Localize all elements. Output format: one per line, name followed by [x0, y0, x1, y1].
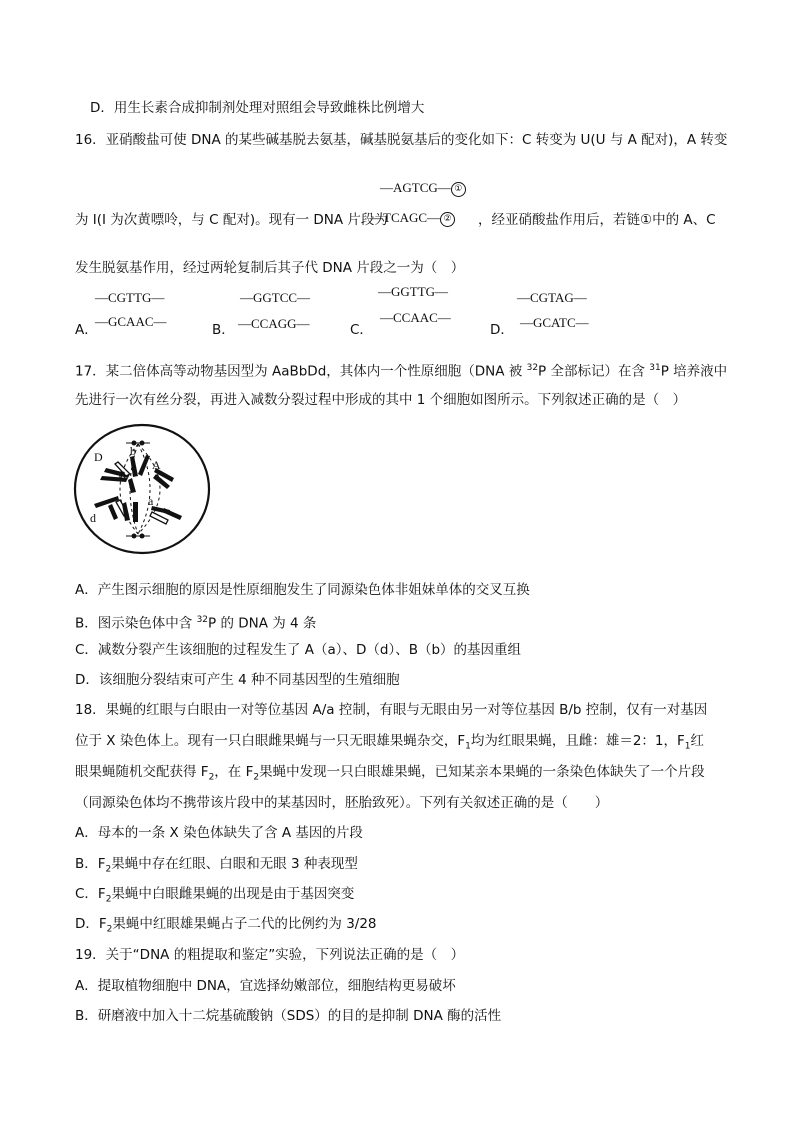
label-A: A [152, 458, 161, 472]
q16-option-b-top: —GGTCC— [240, 290, 311, 305]
q16-strand-1 [380, 180, 466, 197]
q18-option-b-post: 果蝇中存在红眼、白眼和无眼 3 种表现型 [111, 856, 358, 872]
q18-option-d-sub: 2 [106, 924, 113, 935]
q18-line3 [75, 762, 705, 788]
q18-line1: 18．果蝇的红眼与白眼由一对等位基因 A/a 控制，有眼与无眼由另一对等位基因 B/b 控制，仅有一对基因 [75, 702, 708, 718]
q18-option-a[interactable]: A．母本的一条 X 染色体缺失了含 A 基因的片段 [75, 825, 363, 841]
q17-stem-line1-a: 17．某二倍体高等动物基因型为 AaBbDd，其体内一个性原细胞（DNA 被 [75, 363, 527, 380]
q17-option-b-pre: B．图示染色体中含 [75, 615, 197, 632]
q17-option-d[interactable]: D．该细胞分裂结束可产生 4 种不同基因型的生殖细胞 [75, 672, 400, 688]
label-a: a [148, 494, 154, 508]
q19-option-a[interactable]: A．提取植物细胞中 DNA，宜选择幼嫩部位，细胞结构更易破坏 [75, 978, 456, 994]
q18-line3-sub2: 2 [253, 772, 260, 783]
q16-strand-2-seq: —TCAGC— [370, 210, 441, 225]
q16-stem-line3: 发生脱氨基作用，经过两轮复制后其子代 DNA 片段之一为（ ） [75, 260, 465, 276]
q18-option-d-post: 果蝇中红眼雄果蝇占子二代的比例约为 3/28 [112, 916, 377, 932]
label-b: b [130, 444, 136, 458]
q17-option-a[interactable]: A．产生图示细胞的原因是性原细胞发生了同源染色体非姐妹单体的交叉互换 [75, 582, 530, 598]
q18-option-c[interactable] [75, 884, 354, 910]
label-B: B [118, 468, 127, 482]
q17-stem-line1-c: P 培养液中 [660, 363, 728, 380]
q16-stem-line2a: 为 I(I 为次黄嘌呤，与 C 配对)。现有一 DNA 片段为 [75, 212, 388, 228]
chromosomes-upper [100, 455, 174, 493]
centrosome-bottom [126, 534, 150, 539]
q16-strand-1-mark: ① [451, 182, 466, 197]
q17-option-b-post: P 的 DNA 为 4 条 [208, 615, 317, 632]
q17-sup-31: 31 [649, 363, 661, 373]
q16-option-b-bottom: —CCAGG— [238, 316, 310, 331]
q18-option-b-sub: 2 [105, 864, 112, 875]
q18-line3-sub: 2 [208, 772, 215, 783]
q18-option-d-pre: D．F [75, 916, 107, 932]
q18-line2-post: 红 [690, 733, 705, 749]
q18-option-c-pre: C．F [75, 886, 106, 902]
q16-option-a-label: A． [75, 322, 98, 338]
q18-option-d[interactable] [75, 914, 377, 940]
q17-stem-line2: 先进行一次有丝分裂，再进入减数分裂过程中形成的其中 1 个细胞如图所示。下列叙述正确的是（ ） [75, 392, 687, 408]
label-d: d [90, 511, 96, 525]
q16-option-d-bottom: —GCATC— [520, 315, 589, 330]
q18-option-c-sub: 2 [105, 894, 112, 905]
q18-line2 [75, 731, 704, 757]
q16-option-b-label: B． [212, 322, 235, 338]
q18-line2-sub: 1 [465, 741, 471, 752]
q16-strand-2-mark: ② [440, 212, 455, 227]
label-D: D [94, 450, 103, 464]
q17-option-b-sup: 32 [196, 615, 209, 625]
q18-line3-mid: ，在 F [214, 764, 254, 780]
q16-strand-1-seq: —AGTCG— [380, 180, 451, 195]
q17-stem-line1 [75, 358, 727, 382]
q16-option-d-label: D． [490, 322, 514, 338]
q18-line4: （同源染色体均不携带该片段中的某基因时，胚胎致死）。下列有关叙述正确的是（ ） [75, 795, 609, 811]
q18-option-b[interactable] [75, 854, 358, 880]
q19-stem: 19．关于“DNA 的粗提取和鉴定”实验，下列说法正确的是（ ） [75, 947, 465, 963]
q18-line2-sub2: 1 [684, 741, 691, 752]
q16-stem-line2 [75, 210, 388, 230]
q18-line2-pre: 位于 X 染色体上。现有一只白眼雌果蝇与一只无眼雄果蝇杂交，F [75, 733, 466, 749]
q16-option-a-top: —CGTTG— [95, 290, 165, 305]
q17-option-b[interactable] [75, 610, 316, 634]
q18-option-b-pre: B．F [75, 856, 106, 872]
q18-option-c-post: 果蝇中白眼雌果蝇的出现是由于基因突变 [111, 886, 355, 902]
q16-option-c-label: C． [350, 322, 373, 338]
q17-cell-figure [72, 422, 212, 556]
q17-sup-32: 32 [526, 363, 539, 373]
q17-stem-line1-b: P 全部标记）在含 [538, 363, 650, 380]
q16-stem-line1: 16．亚硝酸盐可使 DNA 的某些碱基脱去氨基，碱基脱氨基后的变化如下：C 转变为 U(U 与 A 配对)，A 转变 [75, 132, 728, 148]
q18-line3-post: 果蝇中发现一只白眼雄果蝇，已知某亲本果蝇的一条染色体缺失了一个片段 [259, 764, 705, 780]
q16-strand-2 [370, 210, 455, 227]
q18-line3-pre: 眼果蝇随机交配获得 F [75, 764, 209, 780]
q16-option-d-top: —CGTAG— [517, 290, 587, 305]
q15-option-d: D．用生长素合成抑制剂处理对照组会导致雌株比例增大 [90, 100, 425, 116]
q16-option-a-bottom: —GCAAC— [95, 314, 167, 329]
q16-option-c-bottom: —CCAAC— [380, 310, 451, 325]
q18-line2-mid: 均为红眼果蝇，且雌：雄＝2：1，F [470, 733, 685, 749]
q19-option-b[interactable]: B．研磨液中加入十二烷基硫酸钠（SDS）的目的是抑制 DNA 酶的活性 [75, 1008, 502, 1024]
q16-option-c-top: —GGTTG— [378, 284, 449, 299]
q17-option-c[interactable]: C．减数分裂产生该细胞的过程发生了 A（a）、D（d）、B（b）的基因重组 [75, 642, 522, 658]
q16-stem-line2b: ，经亚硝酸盐作用后，若链①中的 A、C [478, 212, 716, 228]
chromosomes-lower [94, 496, 182, 524]
